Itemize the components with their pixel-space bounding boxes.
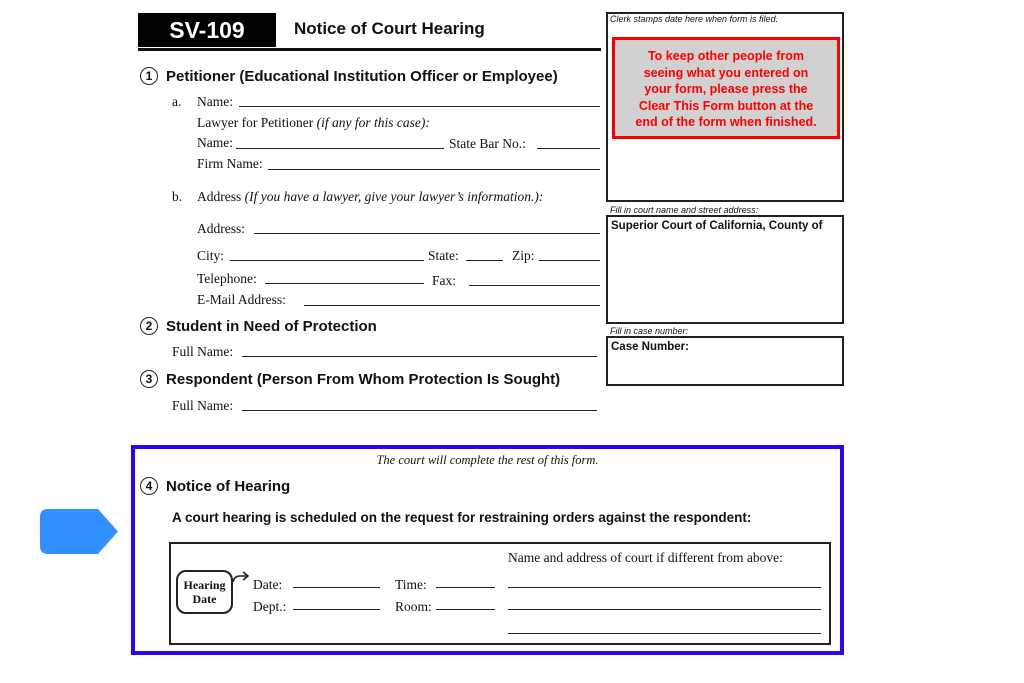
badge-line: Hearing xyxy=(183,578,226,592)
section-1-title: Petitioner (Educational Institution Officer or Employee) xyxy=(166,67,558,85)
lawyer-label: Lawyer for Petitioner xyxy=(197,115,317,130)
petitioner-name-field[interactable] xyxy=(239,106,600,107)
petitioner-name-label: Name: xyxy=(197,94,233,109)
hearing-date-badge xyxy=(176,570,233,614)
section-2-heading xyxy=(140,317,377,335)
clear-form-warning xyxy=(612,37,840,139)
alt-court-line-1[interactable] xyxy=(508,587,821,588)
item-a-marker: a. xyxy=(172,94,182,109)
section-number-2: 2 xyxy=(140,317,158,335)
case-number-field[interactable] xyxy=(606,336,844,386)
hearing-dept-field[interactable] xyxy=(293,609,380,610)
hearing-date-field[interactable] xyxy=(293,587,380,588)
section-3-heading xyxy=(140,370,560,388)
alt-court-line-3[interactable] xyxy=(508,633,821,634)
zip-label: Zip: xyxy=(512,248,535,263)
lawyer-note: (if any for this case): xyxy=(316,115,430,130)
warning-line: seeing what you entered on xyxy=(643,65,809,80)
lawyer-name-label: Name: xyxy=(197,135,233,150)
hearing-room-label: Room: xyxy=(395,599,432,614)
address-intro: Address xyxy=(197,189,245,204)
address-label: Address: xyxy=(197,221,245,236)
section-4-title: Notice of Hearing xyxy=(166,477,291,495)
section-number-3: 3 xyxy=(140,370,158,388)
court-address-label: Superior Court of California, County of xyxy=(611,220,823,232)
fax-field[interactable] xyxy=(469,285,600,286)
city-field[interactable] xyxy=(230,260,424,261)
hearing-time-field[interactable] xyxy=(436,587,495,588)
warning-line: your form, please press the xyxy=(644,82,808,96)
hearing-dept-label: Dept.: xyxy=(253,599,287,614)
hearing-room-field[interactable] xyxy=(436,609,495,610)
warning-line: To keep other people from xyxy=(647,49,805,63)
state-label: State: xyxy=(428,248,459,263)
firm-name-label: Firm Name: xyxy=(197,156,263,171)
case-number-caption: Fill in case number: xyxy=(610,326,689,336)
clerk-stamp-caption: Clerk stamps date here when form is filed. xyxy=(610,14,779,24)
section-3-title: Respondent (Person From Whom Protection Is Sought) xyxy=(166,370,561,388)
warning-line: Clear This Form button at the xyxy=(638,98,814,113)
case-number-label: Case Number: xyxy=(611,341,689,353)
court-completes-note: The court will complete the rest of this form. xyxy=(376,453,599,467)
lawyer-name-field[interactable] xyxy=(236,148,444,149)
student-full-name-field[interactable] xyxy=(242,356,597,357)
city-label: City: xyxy=(197,248,225,263)
state-field[interactable] xyxy=(466,260,503,261)
address-note: (If you have a lawyer, give your lawyer’s information.): xyxy=(244,189,544,204)
state-bar-field[interactable] xyxy=(537,148,600,149)
section-4-heading xyxy=(140,477,290,495)
hearing-statement: A court hearing is scheduled on the request for restraining orders against the respondent: xyxy=(172,510,752,525)
form-title: Notice of Court Hearing xyxy=(294,19,485,38)
hearing-time-label: Time: xyxy=(395,577,427,592)
warning-line: end of the form when finished. xyxy=(635,115,817,129)
pointer-tag-icon xyxy=(40,509,120,554)
item-b-marker: b. xyxy=(172,189,183,204)
header-divider xyxy=(138,48,601,51)
alt-court-label: Name and address of court if different from above: xyxy=(508,550,783,565)
section-2-title: Student in Need of Protection xyxy=(166,317,377,335)
hearing-date-label: Date: xyxy=(253,577,283,592)
respondent-full-name-label: Full Name: xyxy=(172,398,234,413)
telephone-label: Telephone: xyxy=(197,271,257,286)
court-address-field[interactable] xyxy=(606,215,844,324)
form-id-badge: SV-109 xyxy=(138,13,276,47)
respondent-full-name-field[interactable] xyxy=(242,410,597,411)
section-number-1: 1 xyxy=(140,67,158,85)
telephone-field[interactable] xyxy=(265,283,424,284)
address-heading xyxy=(197,189,543,205)
email-field[interactable] xyxy=(304,305,600,306)
arrow-right-icon xyxy=(232,570,250,584)
email-label: E-Mail Address: xyxy=(197,292,286,307)
state-bar-label: State Bar No.: xyxy=(449,136,526,151)
lawyer-heading xyxy=(197,115,430,131)
alt-court-line-2[interactable] xyxy=(508,609,821,610)
firm-name-field[interactable] xyxy=(268,169,600,170)
address-field[interactable] xyxy=(254,233,600,234)
section-number-4: 4 xyxy=(140,477,158,495)
zip-field[interactable] xyxy=(539,260,600,261)
court-address-caption: Fill in court name and street address: xyxy=(610,205,759,215)
student-full-name-label: Full Name: xyxy=(172,344,234,359)
section-1-heading xyxy=(140,67,558,85)
fax-label: Fax: xyxy=(432,273,457,288)
badge-line: Date xyxy=(192,592,217,606)
